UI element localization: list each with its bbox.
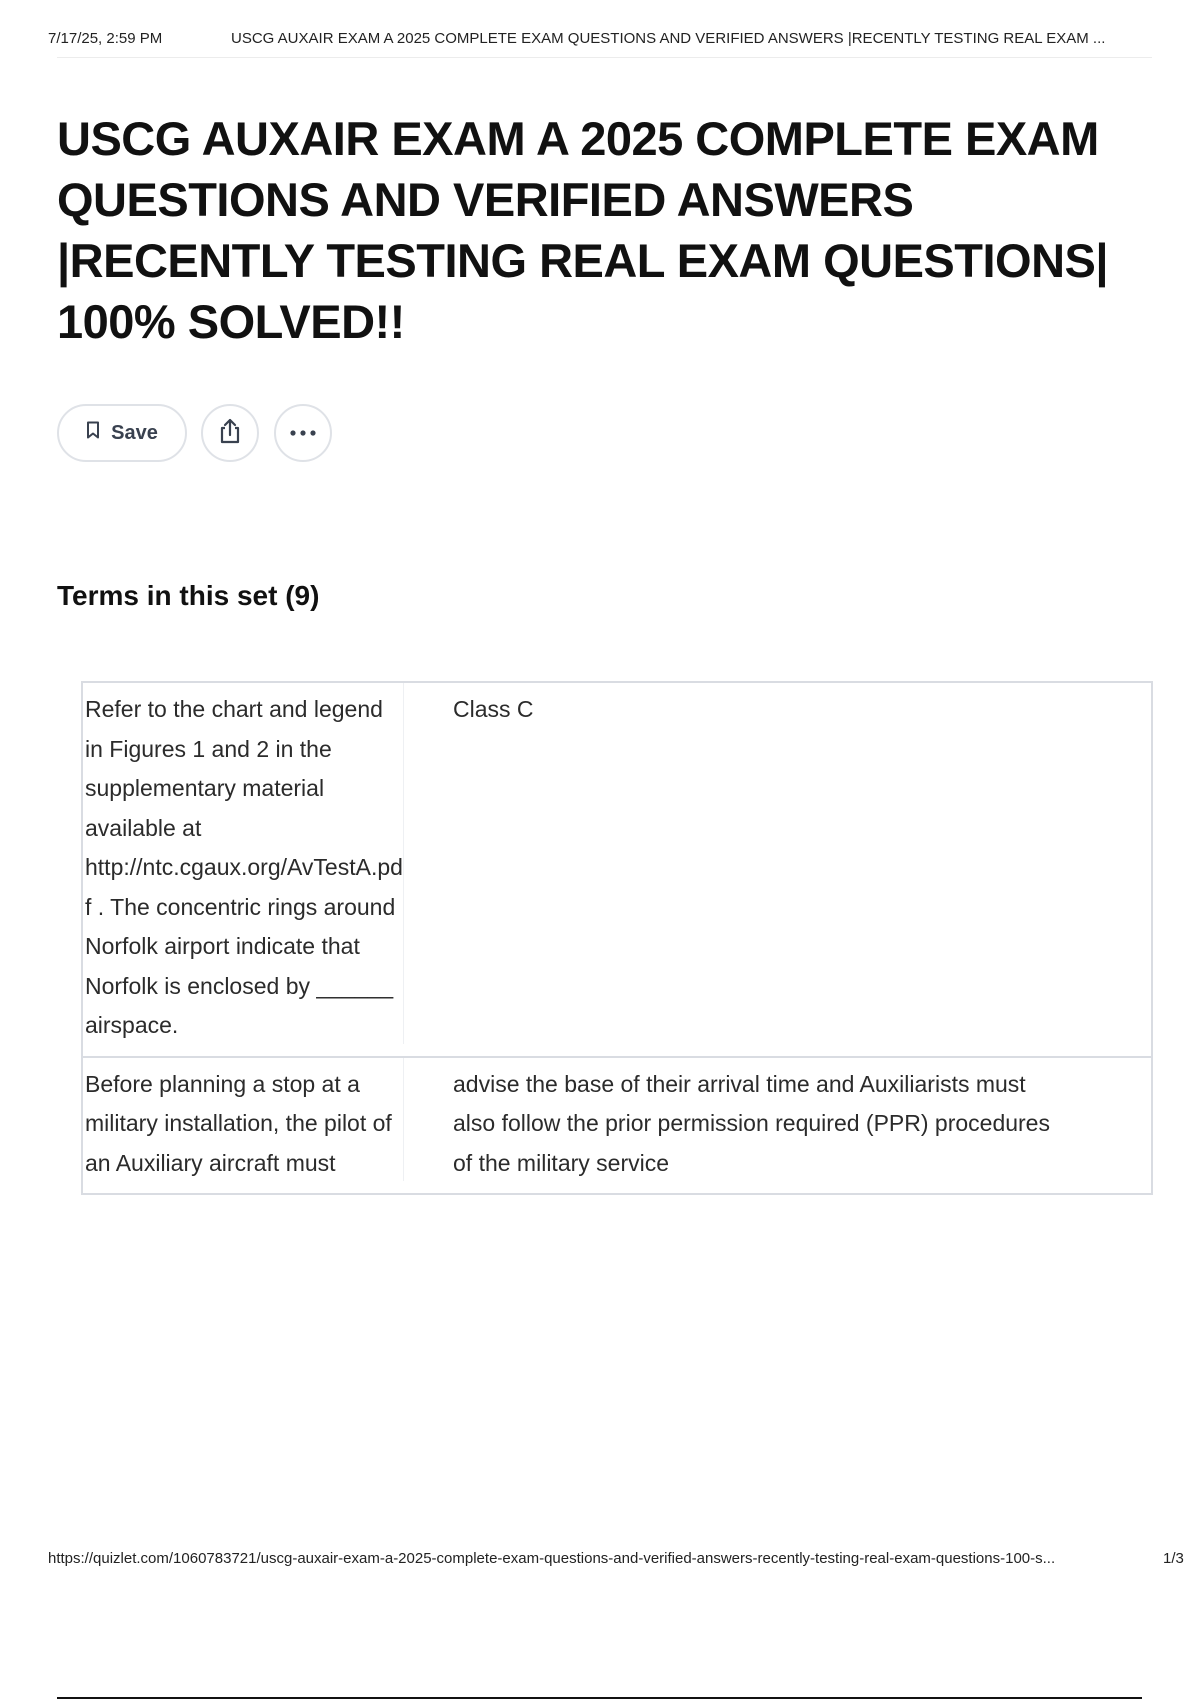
more-dots-icon — [289, 424, 317, 442]
print-date: 7/17/25, 2:59 PM — [48, 30, 163, 47]
save-button[interactable] — [57, 404, 187, 462]
save-button-label: Save — [111, 421, 158, 444]
print-doc-title: USCG AUXAIR EXAM A 2025 COMPLETE EXAM QUESTIONS AND VERIFIED ANSWERS |RECENTLY TESTING REAL EXAM ... — [231, 30, 1106, 47]
definition-text: Class C — [453, 696, 534, 722]
column-divider — [403, 683, 404, 1044]
term-row — [83, 683, 1151, 1056]
page-title: USCG AUXAIR EXAM A 2025 COMPLETE EXAM QUESTIONS AND VERIFIED ANSWERS |RECENTLY TESTING REAL EXAM QUESTIONS| 100% SOLVED!! — [57, 112, 1109, 348]
column-divider — [403, 1058, 404, 1182]
more-options-button[interactable] — [274, 404, 332, 462]
header-divider — [57, 57, 1152, 58]
print-url: https://quizlet.com/1060783721/uscg-auxair-exam-a-2025-complete-exam-questions-and-verified-answers-recently-testing-real-exam-questions-100-s... — [48, 1550, 1056, 1567]
share-icon — [217, 417, 243, 450]
bottom-divider — [57, 1697, 1142, 1699]
bookmark-icon — [86, 421, 100, 445]
definition-text: advise the base of their arrival time and Auxiliarists must also follow the prior permission required (PPR) procedures of the military service — [453, 1070, 1050, 1176]
page-number: 1/3 — [1163, 1550, 1184, 1567]
share-button[interactable] — [201, 404, 259, 462]
terms-table — [81, 681, 1153, 1195]
term-text: Before planning a stop at a military installation, the pilot of an Auxiliary aircraft must — [85, 1070, 392, 1176]
terms-heading: Terms in this set (9) — [57, 580, 320, 611]
term-row — [83, 1056, 1151, 1194]
term-text: Refer to the chart and legend in Figures 1 and 2 in the supplementary material available at http://ntc.cgaux.org/AvTestA.pdf . The concentric rings around Norfolk airport indicate that Norfolk is enclosed by ______ airspace. — [85, 696, 403, 1038]
